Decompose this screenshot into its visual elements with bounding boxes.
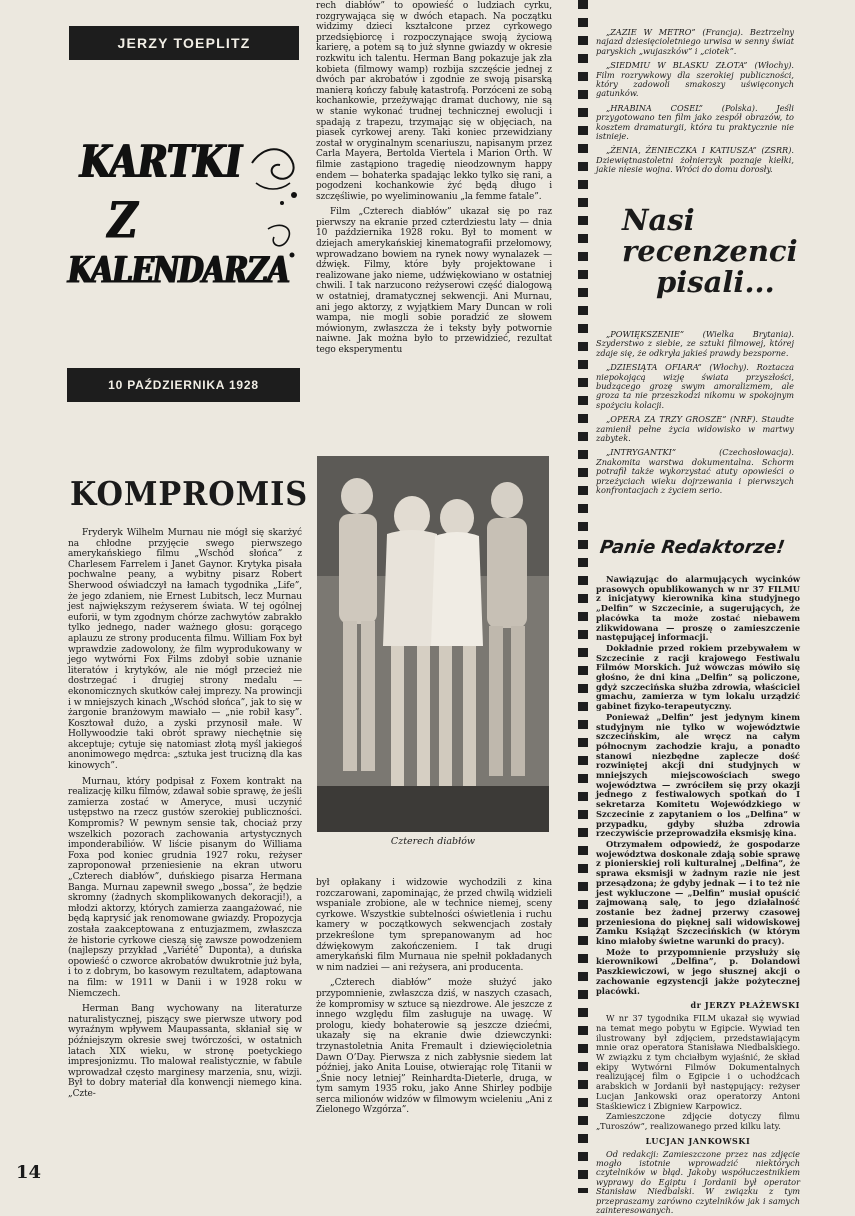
middle-column-top (316, 1, 552, 356)
logo-line-2: Z (108, 191, 138, 250)
ornament-icon (264, 221, 300, 261)
review-note: „POWIĘKSZENIE” (Wielka Brytania). Szyderstwo z siebie, ze sztuki filmowej, której zdaje się, że odkryła jakieś prawdy bezsporne. (596, 329, 794, 358)
review-note: „OPERA ZA TRZY GROSZE” (NRF). Staudte zamienił pełne życia widowisko w martwy zabytek. (596, 414, 794, 444)
author-banner (69, 26, 299, 60)
heading-line: recenzenci (622, 234, 798, 268)
review-note: „INTRYGANTKI” (Czechosłowacja). Znakomita warstwa dokumentalna. Schorm potrafił także wykorzystać atuty opowieści o przeżyciach wieku dojrzewania i pierwszych konfrontacjach z życiem serio. (596, 447, 794, 496)
ornament-icon (246, 143, 302, 213)
right-column-notes-2 (596, 330, 794, 496)
date-banner (67, 368, 300, 402)
page-number: 14 (16, 1162, 42, 1183)
review-note: „ZAZIE W METRO” (Francja). Beztrzelny najazd dziesięcioletniego urwisa w senny świat paryskich „wujaszków” i „ciotek”. (596, 27, 794, 56)
review-note: „HRABINA COSEL” (Polska). Jeśli przygotowano ten film jako zespół obrazów, to kosztem dramaturgii, która tu praktycznie nie istnieje. (596, 102, 794, 142)
logo-line-1: KARTKI (80, 135, 242, 189)
editor-note: Od redakcji: Zamieszczone przez nas zdjęcie mogło istotnie wprowadzić niektórych czytelników w błąd. Jakoby współuczestnikiem wyprawy do Egiptu i Jordanii był operator Stanisław Niedbalski. W związku z tym przepraszamy zarówno czytelników jak i samych zainteresowanych. (596, 1148, 800, 1216)
film-still-photo (317, 456, 549, 832)
paragraph: Nawiązując do alarmujących wycinków prasowych opublikowanych w nr 37 FILMU z inicjatywy kierownika kina studyjnego „Delfin” w Szczecinie, a sugerujących, że placówka ta może zostać niebawem zlikwidowana — proszę o zamieszczenie następującej informacji. (596, 574, 800, 643)
paragraph: „Czterech diabłów” może służyć jako przypomnienie, zwłaszcza dziś, w naszych czasach, że kompromisy w sztuce są niezdrowe. Ale jeszcze z innego względu film zasługuje na uwagę. W prologu, kiedy bohaterowie są jeszcze dziećmi, ukazały się na ekranie dwie dziewczynki: trzynastoletnia Anita Fremault i dziewięcioletnia Dawn O’Day. Pierwsza z nich zabłysnie siedem lat później, jako Anita Louise, otwierając rolę Titanii w „Śnie nocy letniej” Reinhardta-Dieterle, druga, w tym samym 1935 roku, jako Anne Shirley podbije serca milionów widzów w filmowym wcieleniu „Ani z Zielonego Wzgórza”. (316, 978, 552, 1116)
paragraph: Murnau, który podpisał z Foxem kontrakt na realizację kilku filmów, zdawał sobie sprawę, że jeśli zamierza zostać w Ameryce, musi uczynić ustępstwo na rzecz gustów szerokiej publiczności. Kompromis? W pewnym sensie tak, chociaż przy wszelkich pozorach zachowania artystycznych imponderabiliów. W liście pisanym do Williama Foxa pod koniec grudnia 1927 roku, reżyser zaproponował przeniesienie na ekran utworu „Czterech diabłów”, duńskiego pisarza Hermana Banga. Murnau zapewnił swego „bossa”, że będzie skromny (żadnych skomplikowanych dekoracji!), a młodzi aktorzy, których zamierza zaangażować, nie będą kaprysić jak renomowane gwiazdy. Propozycja została zaakceptowana z entuzjazmem, zwłaszcza że historie cyrkowe cieszą się zawsze powodzeniem (najlepszy przykład „Variété” Duponta), a duńska opowieść o czworce akrobatów dwukrotnie już była, i to z dobrym, bo kasowym rezultatem, adaptowana na film: w 1911 w Danii i w 1928 roku w Niemczech. (68, 776, 302, 999)
paragraph: Ponieważ „Delfin” jest jedynym kinem studyjnym nie tylko w województwie szczecińskim, ale wręcz na całym północnym zachodzie kraju, a ponadto stanowi niezbędne zaplecze dość rozwiniętej akcji dni studyjnych w mniejszych miejscowościach swego województwa — zwróciłem się przy okazji jednego z festiwalowych spotkań do I sekretarza Komitetu Wojewódzkiego w Szczecinie z zapytaniem o los „Delfina” w przypadku, gdyby służba zdrowia rzeczywiście przeprowadziła eksmisję kina. (596, 711, 800, 839)
signature: dr JERZY PŁAŻEWSKI (690, 1000, 800, 1011)
film-strip-divider (578, 0, 588, 1193)
letters-column (596, 575, 800, 1216)
author-name: JERZY TOEPLITZ (117, 35, 251, 51)
logo-line-3: KALENDARZA (68, 248, 289, 292)
paragraph: Może to przypomnienie przysłuży się kierownikowi „Delfina”, p. Dolandowi Paszkiewiczowi, w jego słusznej akcji o zachowanie egzystencji jakże pożytecznej placówki. (596, 946, 800, 996)
paragraph: Film „Czterech diabłów” ukazał się po raz pierwszy na ekranie przed czterdziestu laty — dnia 10 października 1928 roku. Był to moment w dziejach amerykańskiej kinematografii przełomowy, wprowadzano bowiem na rynek nowy wynalazek — dźwięk. Filmy, które były projektowane i realizowane jako nieme, udźwiękowiano w ostatniej chwili. I tak narzucono reżyserowi część dialogową w ostatniej, dramatycznej sekwencji. Ani Murnau, ani jego aktorzy, z wyjątkiem Mary Duncan w roli wampa, nie mogli sobie poradzić ze słowem mówionym, zwłaszcza że i teksty były potwornie naiwne. Jak można było to przewidzieć, rezultat tego eksperymentu (316, 207, 552, 355)
paragraph: Dokładnie przed rokiem przebywałem w Szczecinie z racji krajowego Festiwalu Filmów Morskich. Już wówczas mówiło się głośno, że dni kina „Delfin” są policzone, gdyż szczecińska służba zdrowia, właściciel gmachu, zamierza w tym lokalu urządzić gabinet fizyko-terapeutyczny. (596, 642, 800, 712)
film-still-illustration (317, 456, 549, 832)
review-note: „SIEDMIU W BLASKU ZŁOTA” (Włochy). Film rozrywkowy dla szerokiej publiczności, który zadowoli smakoszy uświęconych gatunków. (596, 60, 794, 99)
review-note: „DZIESIĄTA OFIARA” (Włochy). Roztacza niepokojącą wizję świata przyszłości, budzącego grozę swym amoralizmem, ale groza ta nie przeszkodzi nikomu w spokojnym spożyciu kolacji. (596, 362, 794, 410)
photo-caption: Czterech diabłów (390, 836, 476, 847)
paragraph: Herman Bang wychowany na literaturze naturalistycznej, piszący swe pierwsze utwory pod wyraźnym wpływem Maupassanta, skłaniał się w późniejszym okresie swej twórczości, w ostatnich latach XIX wieku, w stronę poetyckiego impresjonizmu. Tło malował realistycznie, w fabule wprowadzał często marginesy marzenia, snu, wizji. Był to dobry materiał dla konwencji niemego kina. „Czte- (68, 1004, 302, 1099)
article-date: 10 PAŹDZIERNIKA 1928 (108, 378, 259, 392)
paragraph: Otrzymałem odpowiedź, że gospodarze województwa doskonale zdają sobie sprawę z pionierskiej roli kulturalnej „Delfina”, że sprawa eksmisji w żadnym razie nie jest przesądzona; że gdyby jednak — i to też nie jest wykluczone — „Delfin” musiał opuścić zajmowaną salę, to jego działalność zostanie bez żadnej przerwy czasowej przeniesiona do pięknej sali widowiskowej Zamku Książąt Szczecińskich (w którym kino miałoby świetne warunki do pracy). (596, 838, 800, 947)
right-column-notes (596, 28, 794, 175)
paragraph: Zamieszczone zdjęcie dotyczy filmu „Turoszów”, realizowanego przed kilku laty. (596, 1111, 800, 1131)
paragraph: W nr 37 tygodnika FILM ukazał się wywiad na temat mego pobytu w Egipcie. Wywiad ten ilustrowany był zdjęciem, przedstawiającym mnie oraz operatora Stanisława Niedbalskiego. W związku z tym chciałbym wyjaśnić, że skład ekipy Wytwórni Filmów Dokumentalnych realizującej film o Egipcie i o uchodźcach arabskich w Jordanii był następujący: reżyser Lucjan Jankowski oraz operatorzy Antoni Staśkiewicz i Zbigniew Karpowicz. (596, 1013, 800, 1111)
review-note: „ŻENIA, ŻENIECZKA I KATIUSZA” (ZSRR). Dziewiętnastoletni żołnierzyk poznaje kiełki, jakie niesie wojna. Wróci do domu dorosły. (596, 145, 794, 175)
letters-heading: Panie Redaktorze! (598, 537, 787, 558)
reviewers-heading (622, 203, 798, 299)
signature: LUCJAN JANKOWSKI (645, 1135, 751, 1146)
heading-line: pisali... (656, 265, 775, 299)
middle-column-bottom (316, 878, 552, 1116)
left-column (68, 528, 302, 1099)
paragraph: Fryderyk Wilhelm Murnau nie mógł się skarżyć na chłodne przyjęcie swego pierwszego amerykańskiego filmu „Wschód słońca” z Charlesem Farrelem i Janet Gaynor. Krytyka pisała pochwalne peany, a wybitny pisarz Robert Sherwood oświadczył na łamach tygodnika „Life”, że jego zdaniem, nie Ernest Lubitsch, lecz Murnau jest największym reżyserem świata. W tej ogólnej euforii, w tym zgodnym chórze zachwytów zabrakło tylko jednego, nader ważnego głosu: gorącego aplauzu ze strony producenta filmu. William Fox był wprawdzie zadowolony, że film wyprodukowany w jego wytwórni Fox Films zdobył sobie uznanie literatów i krytyków, ale nie mógł przecież nie dostrzegać i drugiej strony medalu — ekonomicznych skutków całej imprezy. Na prowincji i w mniejszych kinach „Wschód słońca”, jak to się w żargonie branżowym mawiało — „nie robił kasy”. Kosztował dużo, a zyski przynosił małe. W Hollywoodzie taki obrót sprawy niechętnie się akceptuje; cytuje się natomiast złotą myśl jakiegoś anonimowego mędrca: „sztuka jest trucizną dla kas kinowych”. (68, 528, 302, 772)
column-logo (68, 135, 304, 310)
heading-line: Nasi (622, 203, 695, 237)
paragraph: rech diabłów” to opowieść o ludziach cyrku, rozgrywająca się w dwóch etapach. Na początku widzimy dzieci kształcone przez cyrkowego przedsiębiorcę i rozpoczynające swoją życiową karierę, a potem są to już słynne gwiazdy w okresie rozkwitu ich talentu. Herman Bang pokazuje jak zła kobieta (filmowy wamp) rozbija szczęście jednej z dwóch par akrobatów i zgodnie ze swoją pisarską manierą kończy fabułę katastrofą. Porzóceni ze sobą kochankowie, przeżywając dramat duchowy, nie są w stanie wykonać trudnej technicznej ewolucji i spadają z trapezu, trzymając się w objęciach, na piasek cyrkowej areny. Taki koniec przewidziany został w oryginalnym scenariuszu, napisanym przez Carla Mayera, Bertolda Viertela i Marion Orth. W filmie zastąpiono tragedię nieodzownym happy endem — bohaterka spadając lekko tylko się rani, a pogodzeni kochankowie żyć będą długo i szczęśliwie, po wyeliminowaniu „la femme fatale”. (316, 1, 552, 202)
paragraph: był opłakany i widzowie wychodzili z kina rozczarowani, zapominając, że przed chwilą widzieli wspaniale zrobione, ale w technice niemej, sceny cyrkowe. Wszystkie subtelności oświetlenia i ruchu kamery w początkowych sekwencjach zostały przekreślone tym sprepanowanym ad hoc dźwiękowym zakończeniem. I tak drugi amerykański film Murnaua nie spełnił pokładanych w nim nadziei — ani reżysera, ani producenta. (316, 878, 552, 973)
article-headline: KOMPROMIS (70, 474, 309, 513)
